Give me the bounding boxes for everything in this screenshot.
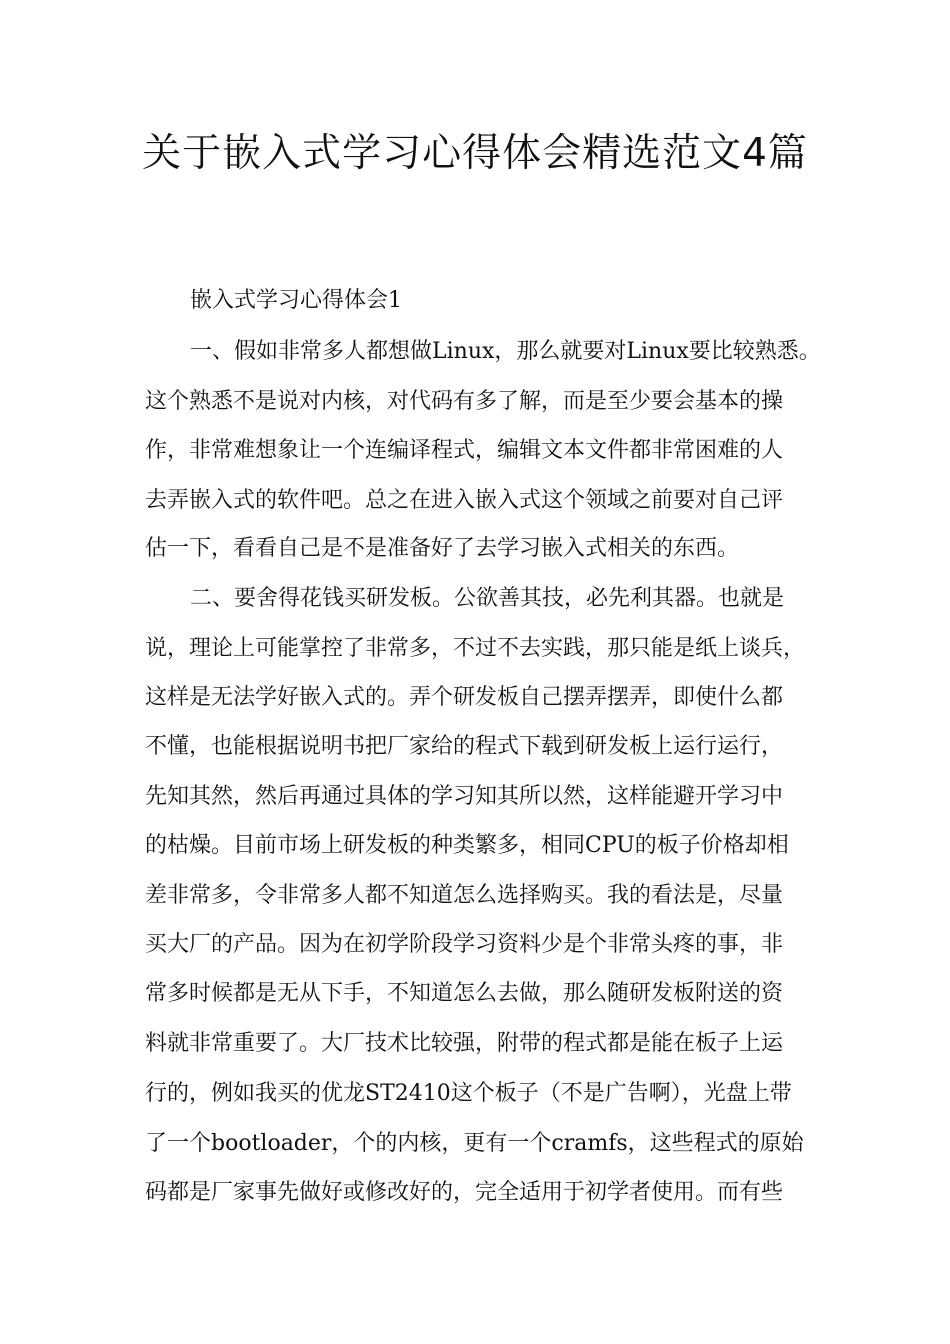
paragraph-line: 码都是厂家事先做好或修改好的，完全适用于初学者使用。而有些 — [145, 1180, 784, 1205]
paragraph-line: 先知其然，然后再通过具体的学习知其所以然，这样能避开学习中 — [145, 784, 784, 809]
paragraph-line: 差非常多，令非常多人都不知道怎么选择购买。我的看法是，尽量 — [145, 883, 784, 908]
section-heading: 嵌入式学习心得体会1 — [190, 288, 402, 313]
paragraph-line: 料就非常重要了。大厂技术比较强，附带的程式都是能在板子上运 — [145, 1031, 784, 1056]
paragraph-line: 买大厂的产品。因为在初学阶段学习资料少是个非常头疼的事，非 — [145, 932, 784, 957]
paragraph-line: 行的，例如我买的优龙ST2410这个板子（不是广告啊），光盘上带 — [145, 1081, 792, 1106]
document-title: 关于嵌入式学习心得体会精选范文4篇 — [142, 131, 808, 176]
paragraph-line: 这个熟悉不是说对内核，对代码有多了解，而是至少要会基本的操 — [145, 389, 784, 414]
paragraph-line: 不懂，也能根据说明书把厂家给的程式下载到研发板上运行运行， — [145, 734, 784, 759]
paragraph-line: 说，理论上可能掌控了非常多，不过不去实践，那只能是纸上谈兵， — [145, 636, 806, 661]
paragraph-line: 估一下，看看自己是不是准备好了去学习嵌入式相关的东西。 — [145, 536, 740, 561]
paragraph-line: 去弄嵌入式的软件吧。总之在进入嵌入式这个领域之前要对自己评 — [145, 488, 784, 513]
paragraph-line: 的枯燥。目前市场上研发板的种类繁多，相同CPU的板子价格却相 — [145, 833, 789, 858]
paragraph-line: 了一个bootloader，个的内核，更有一个cramfs，这些程式的原始 — [145, 1131, 804, 1156]
paragraph-line: 这样是无法学好嵌入式的。弄个研发板自己摆弄摆弄，即使什么都 — [145, 685, 784, 710]
paragraph-line: 二、要舍得花钱买研发板。公欲善其技，必先利其器。也就是 — [190, 586, 785, 611]
paragraph-line: 作，非常难想象让一个连编译程式，编辑文本文件都非常困难的人 — [145, 438, 784, 463]
paragraph-line: 一、假如非常多人都想做Linux，那么就要对Linux要比较熟悉。 — [190, 339, 821, 364]
paragraph-line: 常多时候都是无从下手，不知道怎么去做，那么随研发板附送的资 — [145, 981, 784, 1006]
